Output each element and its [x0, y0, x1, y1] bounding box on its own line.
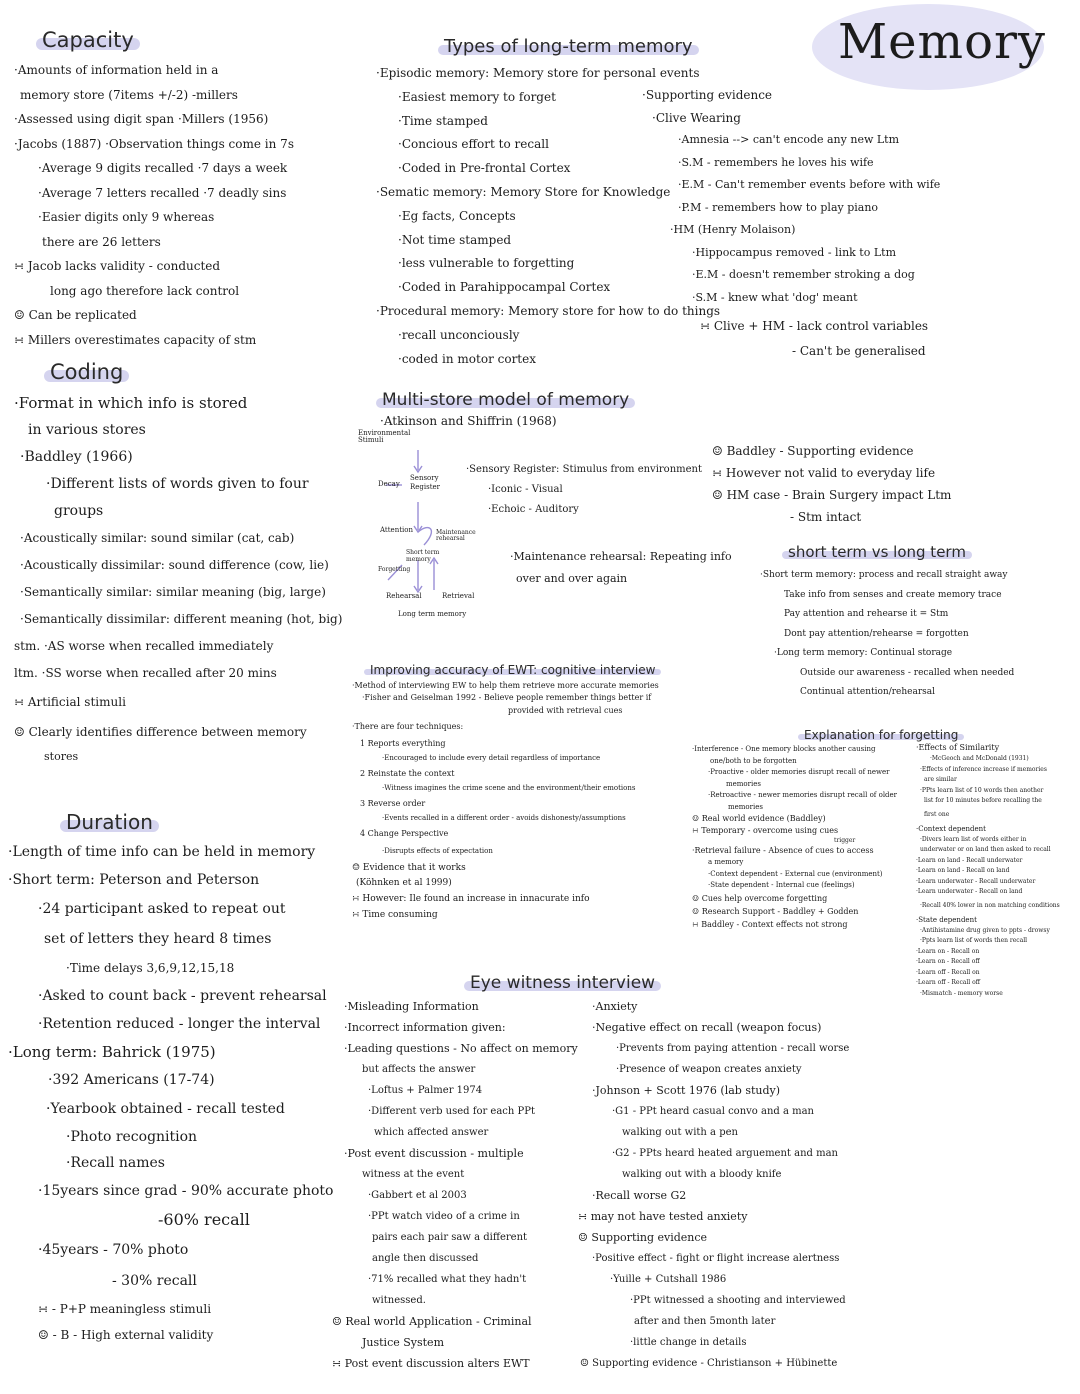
- capacity-heading: Capacity: [42, 28, 134, 52]
- ltm-types-heading-wrap: [444, 36, 693, 57]
- ltm-line: ·Eg facts, Concepts: [398, 208, 516, 223]
- duration-heading: Duration: [66, 810, 153, 834]
- duration-line: ·24 participant asked to repeat out: [38, 901, 286, 917]
- forgetting-line: trigger: [834, 837, 856, 844]
- ltm-evidence-line: ·S.M - remembers he loves his wife: [678, 155, 874, 169]
- msm-maint-line: over and over again: [516, 572, 628, 585]
- ewi-right-line: ·Presence of weapon creates anxiety: [616, 1064, 802, 1075]
- ltm-line: ·recall unconciously: [398, 327, 520, 342]
- forgetting-line: memories: [726, 779, 761, 788]
- ltm-line: ·Concious effort to recall: [398, 137, 549, 152]
- forgetting-right-line: ·PPts learn list of 10 words then another: [920, 786, 1044, 794]
- forgetting-right-line: list for 10 minutes before recalling the: [924, 797, 1042, 804]
- duration-line: ·Length of time info can be held in memory: [8, 844, 316, 860]
- capacity-line: ·Assessed using digit span ·Millers (1956): [14, 112, 269, 126]
- ewi-line: angle then discussed: [372, 1253, 479, 1264]
- ewi-right-line: ☺ Supporting evidence - Christianson + Hübinette: [580, 1358, 838, 1369]
- page-title: Memory: [838, 14, 1047, 70]
- ewi-right: [578, 996, 850, 1374]
- capacity-line: ·Average 7 letters recalled ·7 deadly sins: [38, 185, 287, 200]
- forgetting-right-line: ·Context dependent: [916, 824, 986, 833]
- cognitive-line: ·Events recalled in a different order - avoids dishonesty/assumptions: [382, 814, 626, 822]
- capacity-line: there are 26 letters: [42, 234, 161, 249]
- ewi-right-line: ☺ Supporting evidence: [578, 1231, 708, 1244]
- capacity-section: [14, 58, 294, 352]
- ewi-line: ·Gabbert et al 2003: [368, 1190, 467, 1201]
- msm-eval-line: - Stm intact: [790, 510, 862, 524]
- capacity-line: ∺ Millers overestimates capacity of stm: [14, 332, 257, 347]
- forgetting-right-line: ·McGeoch and McDonald (1931): [930, 755, 1029, 762]
- cognitive-line: 3 Reverse order: [360, 799, 426, 808]
- coding-line: ·Acoustically similar: sound similar (cat, cab): [20, 531, 295, 545]
- coding-line: ∺ Artificial stimuli: [14, 695, 126, 709]
- capacity-line: long ago therefore lack control: [50, 283, 240, 298]
- ltm-evidence-line: ·Hippocampus removed - link to Ltm: [692, 245, 897, 259]
- msm-sensory-register: Sensory Register: [410, 474, 441, 492]
- coding-line: ·Acoustically dissimilar: sound difference (cow, lie): [20, 558, 329, 572]
- ewi-line: ·Misleading Information: [344, 1000, 479, 1013]
- msm-eval-line: ☺ HM case - Brain Surgery impact Ltm: [712, 488, 952, 502]
- cognitive-heading-wrap: [370, 659, 655, 678]
- forgetting-right-line: underwater or on land then asked to recall: [920, 846, 1051, 853]
- forgetting-right-line: ·Learn off - Recall off: [916, 979, 981, 986]
- ltm-evidence-line: ·Supporting evidence: [642, 88, 773, 102]
- cognitive-section: [352, 680, 659, 923]
- ltm-evidence-line: ·S.M - knew what 'dog' meant: [692, 290, 858, 304]
- cognitive-line: (Köhnken et al 1999): [356, 878, 452, 888]
- forgetting-line: ∺ Baddley - Context effects not strong: [692, 919, 848, 929]
- msm-note-line: ·Echoic - Auditory: [488, 504, 579, 515]
- duration-line: ·Recall names: [66, 1155, 165, 1171]
- forgetting-right-line: ·Learn on land - Recall on land: [916, 867, 1010, 874]
- duration-line: ·15years since grad - 90% accurate photo: [38, 1183, 334, 1199]
- duration-line: -60% recall: [158, 1210, 250, 1229]
- ewi-line: ·Leading questions - No affect on memory: [344, 1042, 578, 1055]
- ewi-right-line: walking out with a bloody knife: [622, 1169, 782, 1180]
- forgetting-right-line: ·Learn underwater - Recall on land: [916, 888, 1023, 895]
- cognitive-line: ☺ Evidence that it works: [352, 863, 466, 873]
- forgetting-right-line: ·Effects of Similarity: [916, 743, 1000, 752]
- msm-note-line: ·Sensory Register: Stimulus from environment: [466, 464, 703, 475]
- cognitive-line: 1 Reports everything: [360, 739, 446, 748]
- ewi-left: [332, 996, 578, 1375]
- forgetting-right-line: ·Learn on - Recall off: [916, 958, 980, 965]
- forgetting-line: ☺ Cues help overcome forgetting: [692, 893, 828, 903]
- duration-line: ·Photo recognition: [66, 1129, 198, 1145]
- coding-line: groups: [54, 503, 104, 519]
- duration-line: ·Yearbook obtained - recall tested: [46, 1101, 285, 1117]
- forgetting-heading: Explanation for forgetting: [804, 728, 959, 742]
- ltm-line: ·Procedural memory: Memory store for how to do things: [376, 303, 721, 318]
- coding-heading-wrap: [50, 360, 123, 384]
- ltm-evidence-line: ·Clive Wearing: [652, 110, 741, 125]
- ewi-line: ·PPt watch video of a crime in: [368, 1211, 520, 1222]
- forgetting-right: [916, 742, 1060, 999]
- cognitive-line: ·Fisher and Geiselman 1992 - Believe people remember things better if: [362, 693, 652, 702]
- msm-eval-line: ☺ Baddley - Supporting evidence: [712, 444, 914, 458]
- forgetting-line: a memory: [708, 858, 744, 866]
- ltm-evidence-line: ·E.M - Can't remember events before with wife: [678, 178, 941, 191]
- coding-line: ltm. ·SS worse when recalled after 20 mins: [14, 666, 277, 680]
- ewi-right-line: ·Positive effect - fight or flight increase alertness: [592, 1253, 840, 1264]
- st-vs-lt-heading: short term vs long term: [788, 543, 966, 561]
- coding-line: ·Semantically dissimilar: different meaning (hot, big): [20, 612, 343, 626]
- forgetting-line: ☺ Research Support - Baddley + Godden: [692, 906, 859, 916]
- cognitive-heading: Improving accuracy of EWT: cognitive interview: [370, 663, 656, 677]
- forgetting-line: ·Interference - One memory blocks another causing: [692, 745, 876, 753]
- ewi-right-line: ·Recall worse G2: [592, 1189, 687, 1202]
- msm-heading: Multi-store model of memory: [382, 390, 630, 410]
- ewi-line: ·Different verb used for each PPt: [368, 1106, 536, 1117]
- forgetting-line: memories: [728, 802, 763, 811]
- msm-maintenance-note: [510, 546, 732, 590]
- capacity-line: ·Amounts of information held in a: [14, 63, 219, 77]
- msm-heading-wrap: [382, 390, 629, 410]
- cognitive-line: ∺ However: Ile found an increase in innacurate info: [352, 894, 590, 904]
- ltm-evidence-line: ·E.M - doesn't remember stroking a dog: [692, 268, 915, 281]
- cognitive-line: ·Encouraged to include every detail regardless of importance: [382, 754, 601, 762]
- cognitive-line: ·Witness imagines the crime scene and the environment/their emotions: [382, 784, 636, 792]
- forgetting-line: ·Proactive - older memories disrupt recall of newer: [708, 768, 890, 776]
- duration-line: ·45years - 70% photo: [38, 1242, 189, 1258]
- forgetting-line: ·State dependent - Internal cue (feelings): [708, 881, 855, 889]
- msm-evaluation: [712, 440, 951, 528]
- msm-maintenance: Maintenance rehearsal: [436, 529, 476, 542]
- capacity-line: memory store (7items +/-2) -millers: [20, 87, 238, 102]
- ewi-right-line: ·Prevents from paying attention - recall worse: [616, 1043, 850, 1054]
- ewi-heading-wrap: [470, 973, 655, 993]
- msm-eval-line: ∺ However not valid to everyday life: [712, 466, 936, 480]
- forgetting-right-line: ·Learn on - Recall on: [916, 947, 980, 955]
- msm-subtitle: ·Atkinson and Shiffrin (1968): [380, 414, 557, 428]
- coding-line: ·Different lists of words given to four: [46, 476, 309, 492]
- ewi-right-line: ·G2 - PPts heard heated arguement and man: [612, 1148, 838, 1159]
- forgetting-right-line: ·Mismatch - memory worse: [920, 989, 1003, 997]
- ltm-line: ·Coded in Parahippocampal Cortex: [398, 280, 611, 295]
- ltm-evidence-line: ·P.M - remembers how to play piano: [678, 200, 879, 214]
- duration-line: set of letters they heard 8 times: [44, 931, 272, 947]
- capacity-line: ☺ Can be replicated: [14, 308, 137, 322]
- ltm-types-right: [642, 84, 940, 359]
- ewi-line: Justice System: [362, 1336, 445, 1349]
- ltm-evidence-line: - Can't be generalised: [792, 344, 926, 358]
- ltm-evidence-line: ·HM (Henry Molaison): [670, 223, 796, 236]
- cognitive-line: 4 Change Perspective: [360, 829, 449, 838]
- duration-line: ·Asked to count back - prevent rehearsal: [38, 988, 327, 1004]
- ewi-right-line: ·PPt witnessed a shooting and interviewed: [630, 1295, 846, 1306]
- coding-line: stores: [44, 750, 79, 763]
- forgetting-right-line: ·Learn on land - Recall underwater: [916, 856, 1023, 864]
- ltm-line: ·less vulnerable to forgetting: [398, 256, 575, 271]
- ewi-line: ·Loftus + Palmer 1974: [368, 1085, 483, 1096]
- capacity-line: ∺ Jacob lacks validity - conducted: [14, 259, 221, 273]
- st-vs-lt-section: [760, 566, 1014, 703]
- forgetting-line: one/both to be forgotten: [710, 756, 797, 765]
- ltm-types-heading: Types of long-term memory: [444, 36, 693, 57]
- msm-stm: Short term memory: [406, 549, 440, 563]
- st-vs-lt-line: Outside our awareness - recalled when needed: [800, 667, 1015, 678]
- ewi-line: which affected answer: [374, 1127, 489, 1138]
- ewi-line: ·Incorrect information given:: [344, 1021, 506, 1034]
- st-vs-lt-line: ·Long term memory: Continual storage: [774, 648, 953, 658]
- ewi-line: ∺ Post event discussion alters EWT: [332, 1357, 530, 1370]
- capacity-line: ·Average 9 digits recalled ·7 days a week: [38, 161, 288, 175]
- forgetting-right-line: first one: [924, 810, 950, 818]
- coding-section: [14, 390, 342, 767]
- duration-line: ·Short term: Peterson and Peterson: [8, 872, 260, 888]
- forgetting-right-line: ·Antihistamine drug given to ppts - drowsy: [920, 926, 1050, 934]
- forgetting-right-line: ·Learn off - Recall on: [916, 968, 980, 976]
- msm-attention: Attention: [380, 526, 413, 534]
- msm-forgetting: Forgetting: [378, 566, 411, 573]
- ltm-line: ·Coded in Pre-frontal Cortex: [398, 161, 571, 176]
- capacity-heading-wrap: [42, 28, 134, 52]
- cognitive-line: ·Method of interviewing EW to help them retrieve more accurate memories: [352, 681, 659, 690]
- capacity-line: ·Easier digits only 9 whereas: [38, 210, 215, 224]
- coding-line: ·Baddley (1966): [20, 449, 133, 465]
- ewi-right-line: ·Anxiety: [592, 1000, 638, 1013]
- ewi-right-line: ·G1 - PPt heard casual convo and a man: [612, 1106, 814, 1117]
- ewi-right-line: ·little change in details: [630, 1337, 747, 1348]
- forgetting-right-line: ·Effects of inference increase if memories: [920, 765, 1047, 773]
- forgetting-line: ·Retrieval failure - Absence of cues to access: [692, 846, 874, 855]
- coding-line: in various stores: [28, 422, 146, 438]
- msm-ltm: Long term memory: [398, 610, 467, 618]
- ewi-right-line: ·Yuille + Cutshall 1986: [610, 1274, 727, 1285]
- forgetting-right-line: ·Divers learn list of words either in: [920, 835, 1027, 843]
- msm-maint-line: ·Maintenance rehearsal: Repeating info: [510, 550, 732, 563]
- capacity-line: ·Jacobs (1887) ·Observation things come in 7s: [14, 136, 294, 151]
- st-vs-lt-line: ·Short term memory: process and recall straight away: [760, 570, 1008, 580]
- ewi-line: witness at the event: [362, 1169, 465, 1180]
- duration-line: - 30% recall: [112, 1273, 197, 1289]
- ewi-right-line: after and then 5month later: [634, 1316, 776, 1327]
- duration-line: ∺ - P+P meaningless stimuli: [38, 1302, 212, 1316]
- ltm-line: ·coded in motor cortex: [398, 351, 536, 366]
- forgetting-heading-wrap: [804, 724, 958, 743]
- ltm-line: ·Easiest memory to forget: [398, 89, 556, 104]
- duration-line: ·Retention reduced - longer the interval: [38, 1016, 321, 1032]
- st-vs-lt-line: Dont pay attention/rehearse = forgotten: [784, 628, 969, 639]
- ltm-evidence-line: ·Amnesia --> can't encode any new Ltm: [678, 133, 900, 146]
- ewi-line: witnessed.: [372, 1295, 426, 1306]
- duration-line: ☺ - B - High external validity: [38, 1328, 214, 1342]
- forgetting-right-line: are similar: [924, 776, 957, 783]
- duration-section: [8, 838, 333, 1348]
- ewi-right-line: ·Negative effect on recall (weapon focus): [592, 1021, 822, 1034]
- ltm-line: ·Not time stamped: [398, 232, 512, 247]
- st-vs-lt-line: Take info from senses and create memory trace: [784, 589, 1002, 600]
- duration-line: ·Long term: Bahrick (1975): [8, 1043, 216, 1061]
- coding-line: ☺ Clearly identifies difference between memory: [14, 725, 307, 739]
- forgetting-right-line: ·Recall 40% lower in non matching conditions: [920, 901, 1060, 909]
- cognitive-line: provided with retrieval cues: [508, 706, 623, 715]
- ewi-heading: Eye witness interview: [470, 973, 656, 993]
- st-vs-lt-heading-wrap: [788, 542, 966, 561]
- coding-line: stm. ·AS worse when recalled immediately: [14, 639, 274, 653]
- msm-note-line: ·Iconic - Visual: [488, 484, 563, 495]
- msm-env-stimuli: Environmental Stimuli: [358, 429, 411, 444]
- forgetting-line: ☺ Real world evidence (Baddley): [692, 814, 826, 823]
- ltm-evidence-line: ∺ Clive + HM - lack control variables: [700, 319, 929, 333]
- cognitive-line: 2 Reinstate the context: [360, 769, 455, 778]
- forgetting-line: ·Context dependent - External cue (environment): [708, 869, 883, 878]
- ewi-line: but affects the answer: [362, 1064, 476, 1075]
- duration-line: ·Time delays 3,6,9,12,15,18: [66, 961, 235, 975]
- ewi-line: ·Post event discussion - multiple: [344, 1147, 524, 1160]
- coding-line: ·Format in which info is stored: [14, 394, 248, 412]
- ltm-line: ·Episodic memory: Memory store for personal events: [376, 66, 700, 80]
- msm-rehearsal: Rehearsal: [386, 592, 422, 600]
- forgetting-right-line: ·Ppts learn list of words then recall: [920, 937, 1028, 944]
- ltm-line: ·Sematic memory: Memory Store for Knowledge: [376, 184, 671, 199]
- ewi-line: ·71% recalled what they hadn't: [368, 1274, 527, 1285]
- cognitive-line: ∺ Time consuming: [352, 910, 438, 920]
- forgetting-line: ·Retroactive - newer memories disrupt recall of older: [708, 791, 898, 799]
- duration-line: ·392 Americans (17-74): [48, 1072, 215, 1088]
- coding-heading: Coding: [50, 360, 124, 384]
- ewi-right-line: ·Johnson + Scott 1976 (lab study): [592, 1084, 781, 1097]
- forgetting-left: [692, 744, 897, 931]
- forgetting-line: ∺ Temporary - overcome using cues: [692, 826, 839, 835]
- duration-heading-wrap: [66, 810, 153, 834]
- st-vs-lt-line: Pay attention and rehearse it = Stm: [784, 609, 949, 619]
- forgetting-right-line: ·Learn underwater - Recall underwater: [916, 877, 1036, 885]
- ewi-line: pairs each pair saw a different: [372, 1232, 528, 1243]
- ltm-line: ·Time stamped: [398, 113, 488, 128]
- ewi-right-line: walking out with a pen: [622, 1127, 738, 1138]
- msm-decay: Decay: [378, 480, 400, 488]
- cognitive-line: ·There are four techniques:: [352, 722, 464, 731]
- forgetting-right-line: ·State dependent: [916, 915, 977, 924]
- msm-retrieval: Retrieval: [442, 592, 475, 600]
- ewi-line: ☺ Real world Application - Criminal: [332, 1315, 532, 1328]
- coding-line: ·Semantically similar: similar meaning (big, large): [20, 585, 326, 599]
- msm-notes: [466, 460, 702, 520]
- cognitive-line: ·Disrupts effects of expectation: [382, 847, 493, 855]
- st-vs-lt-line: Continual attention/rehearsal: [800, 687, 936, 697]
- ewi-right-line: ∺ may not have tested anxiety: [578, 1210, 748, 1223]
